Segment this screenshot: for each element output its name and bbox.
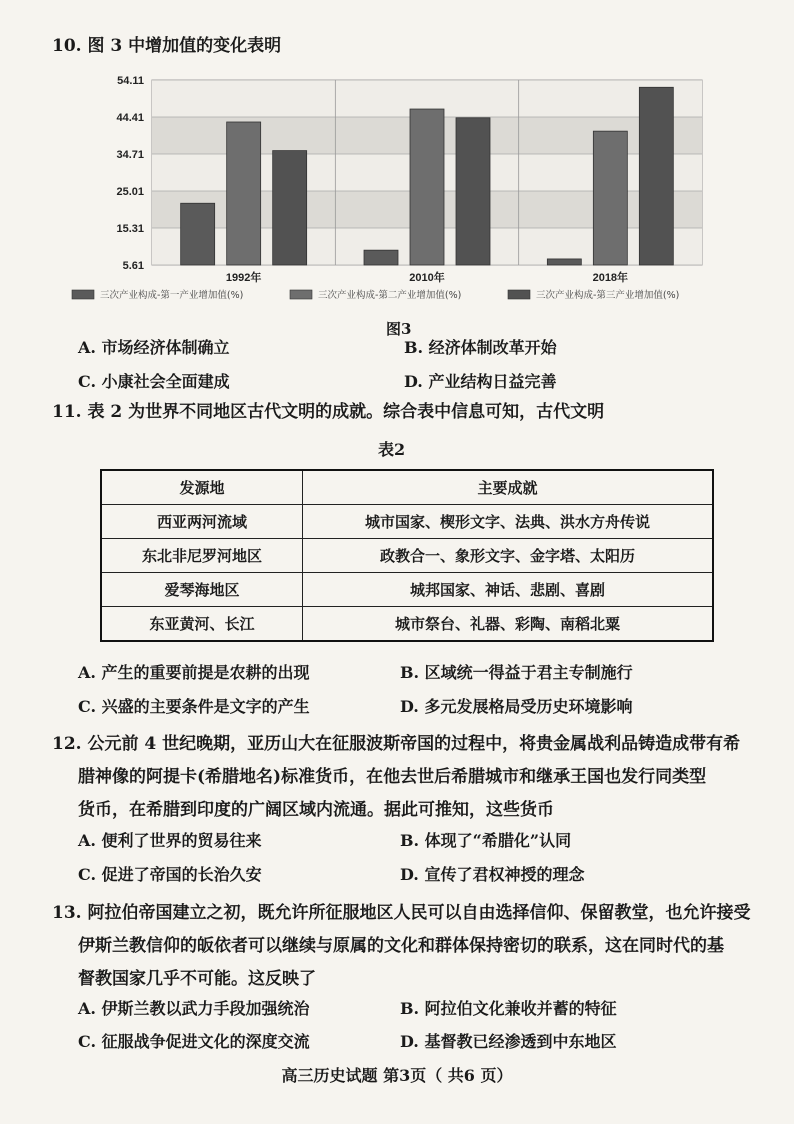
question-10-stem: 10. 图 3 中增加值的变化表明 xyxy=(52,36,282,56)
legend-swatch xyxy=(508,290,530,299)
question-12-line-2: 腊神像的阿提卡(希腊地名)标准货币，在他去世后希腊城市和继承王国也发行同类型 xyxy=(78,767,707,787)
page-footer: 高三历史试题 第3页（ 共6 页） xyxy=(281,1066,513,1085)
q13-option-c[interactable]: C. 征服战争促进文化的深度交流 xyxy=(78,1032,310,1051)
table-cell-achievements: 政教合一、象形文字、金字塔、太阳历 xyxy=(303,539,714,573)
legend-label: 三次产业构成-第一产业增加值(%) xyxy=(100,290,244,301)
q10-option-b[interactable]: B. 经济体制改革开始 xyxy=(404,338,557,357)
table-row xyxy=(101,505,713,539)
x-tick-label: 2018年 xyxy=(592,272,629,284)
q12-option-d[interactable]: D. 宣传了君权神授的理念 xyxy=(400,865,585,884)
table-cell-origin: 东北非尼罗河地区 xyxy=(101,539,303,573)
table-cell-origin: 东亚黄河、长江 xyxy=(101,607,303,642)
q11-option-b[interactable]: B. 区域统一得益于君主专制施行 xyxy=(400,663,633,682)
x-tick-label: 1992年 xyxy=(225,272,262,284)
q11-option-d[interactable]: D. 多元发展格局受历史环境影响 xyxy=(400,697,633,716)
table-cell-origin: 爱琴海地区 xyxy=(101,573,303,607)
table-header-origin: 发源地 xyxy=(101,470,303,505)
legend-swatch xyxy=(72,290,94,299)
bar xyxy=(181,203,215,265)
q13-option-a[interactable]: A. 伊斯兰教以武力手段加强统治 xyxy=(78,999,310,1018)
table-row xyxy=(101,607,713,642)
question-11-stem: 11. 表 2 为世界不同地区古代文明的成就。综合表中信息可知，古代文明 xyxy=(52,402,605,422)
q11-option-a[interactable]: A. 产生的重要前提是农耕的出现 xyxy=(78,663,310,682)
bar xyxy=(410,109,444,265)
q10-option-a[interactable]: A. 市场经济体制确立 xyxy=(78,338,230,357)
table-cell-origin: 西亚两河流域 xyxy=(101,505,303,539)
question-13-line-1: 13. 阿拉伯帝国建立之初，既允许所征服地区人民可以自由选择信仰、保留教堂，也允许接受 xyxy=(52,903,751,923)
q12-option-a[interactable]: A. 便利了世界的贸易往来 xyxy=(78,831,262,850)
bar-chart-svg xyxy=(50,62,730,317)
y-tick-label: 44.41 xyxy=(116,112,144,124)
question-13-line-3: 督教国家几乎不可能。这反映了 xyxy=(78,969,316,989)
question-13-line-2: 伊斯兰教信仰的皈依者可以继续与原属的文化和群体保持密切的联系，这在同时代的基 xyxy=(78,936,724,956)
table-cell-achievements: 城邦国家、神话、悲剧、喜剧 xyxy=(303,573,714,607)
q13-option-d[interactable]: D. 基督教已经渗透到中东地区 xyxy=(400,1032,617,1051)
y-tick-label: 54.11 xyxy=(117,75,144,87)
question-12-line-3: 货币，在希腊到印度的广阔区域内流通。据此可推知，这些货币 xyxy=(78,800,554,820)
bar xyxy=(273,151,307,265)
figure-3-chart xyxy=(50,62,730,317)
bar xyxy=(593,131,627,265)
table-cell-achievements: 城市国家、楔形文字、法典、洪水方舟传说 xyxy=(303,505,714,539)
table-header-achievements: 主要成就 xyxy=(303,470,714,505)
table-cell-achievements: 城市祭台、礼器、彩陶、南稻北粟 xyxy=(303,607,714,642)
question-12-line-1: 12. 公元前 4 世纪晚期，亚历山大在征服波斯帝国的过程中，将贵金属战利品铸造成带有希 xyxy=(52,734,741,754)
q11-option-c[interactable]: C. 兴盛的主要条件是文字的产生 xyxy=(78,697,310,716)
figure-caption: 图3 xyxy=(386,320,412,338)
table-2 xyxy=(100,469,714,642)
q12-option-c[interactable]: C. 促进了帝国的长治久安 xyxy=(78,865,262,884)
table-row xyxy=(101,539,713,573)
x-tick-label: 2010年 xyxy=(409,272,445,284)
table-caption: 表2 xyxy=(378,440,406,459)
table-row xyxy=(101,573,713,607)
y-tick-label: 34.71 xyxy=(116,149,144,161)
y-tick-label: 15.31 xyxy=(116,223,144,235)
bar xyxy=(227,122,261,265)
bar xyxy=(456,118,490,265)
bar xyxy=(547,259,581,265)
q10-option-c[interactable]: C. 小康社会全面建成 xyxy=(78,372,230,391)
q13-option-b[interactable]: B. 阿拉伯文化兼收并蓄的特征 xyxy=(400,999,617,1018)
legend-label: 三次产业构成-第三产业增加值(%) xyxy=(536,290,680,301)
bar xyxy=(639,87,673,265)
y-tick-label: 5.61 xyxy=(122,260,144,272)
q12-option-b[interactable]: B. 体现了“希腊化”认同 xyxy=(400,831,572,850)
legend-label: 三次产业构成-第二产业增加值(%) xyxy=(318,290,462,301)
bar xyxy=(364,250,398,265)
y-tick-label: 25.01 xyxy=(116,186,144,198)
table-header-row xyxy=(101,470,713,505)
q10-option-d[interactable]: D. 产业结构日益完善 xyxy=(404,372,557,391)
legend-swatch xyxy=(290,290,312,299)
